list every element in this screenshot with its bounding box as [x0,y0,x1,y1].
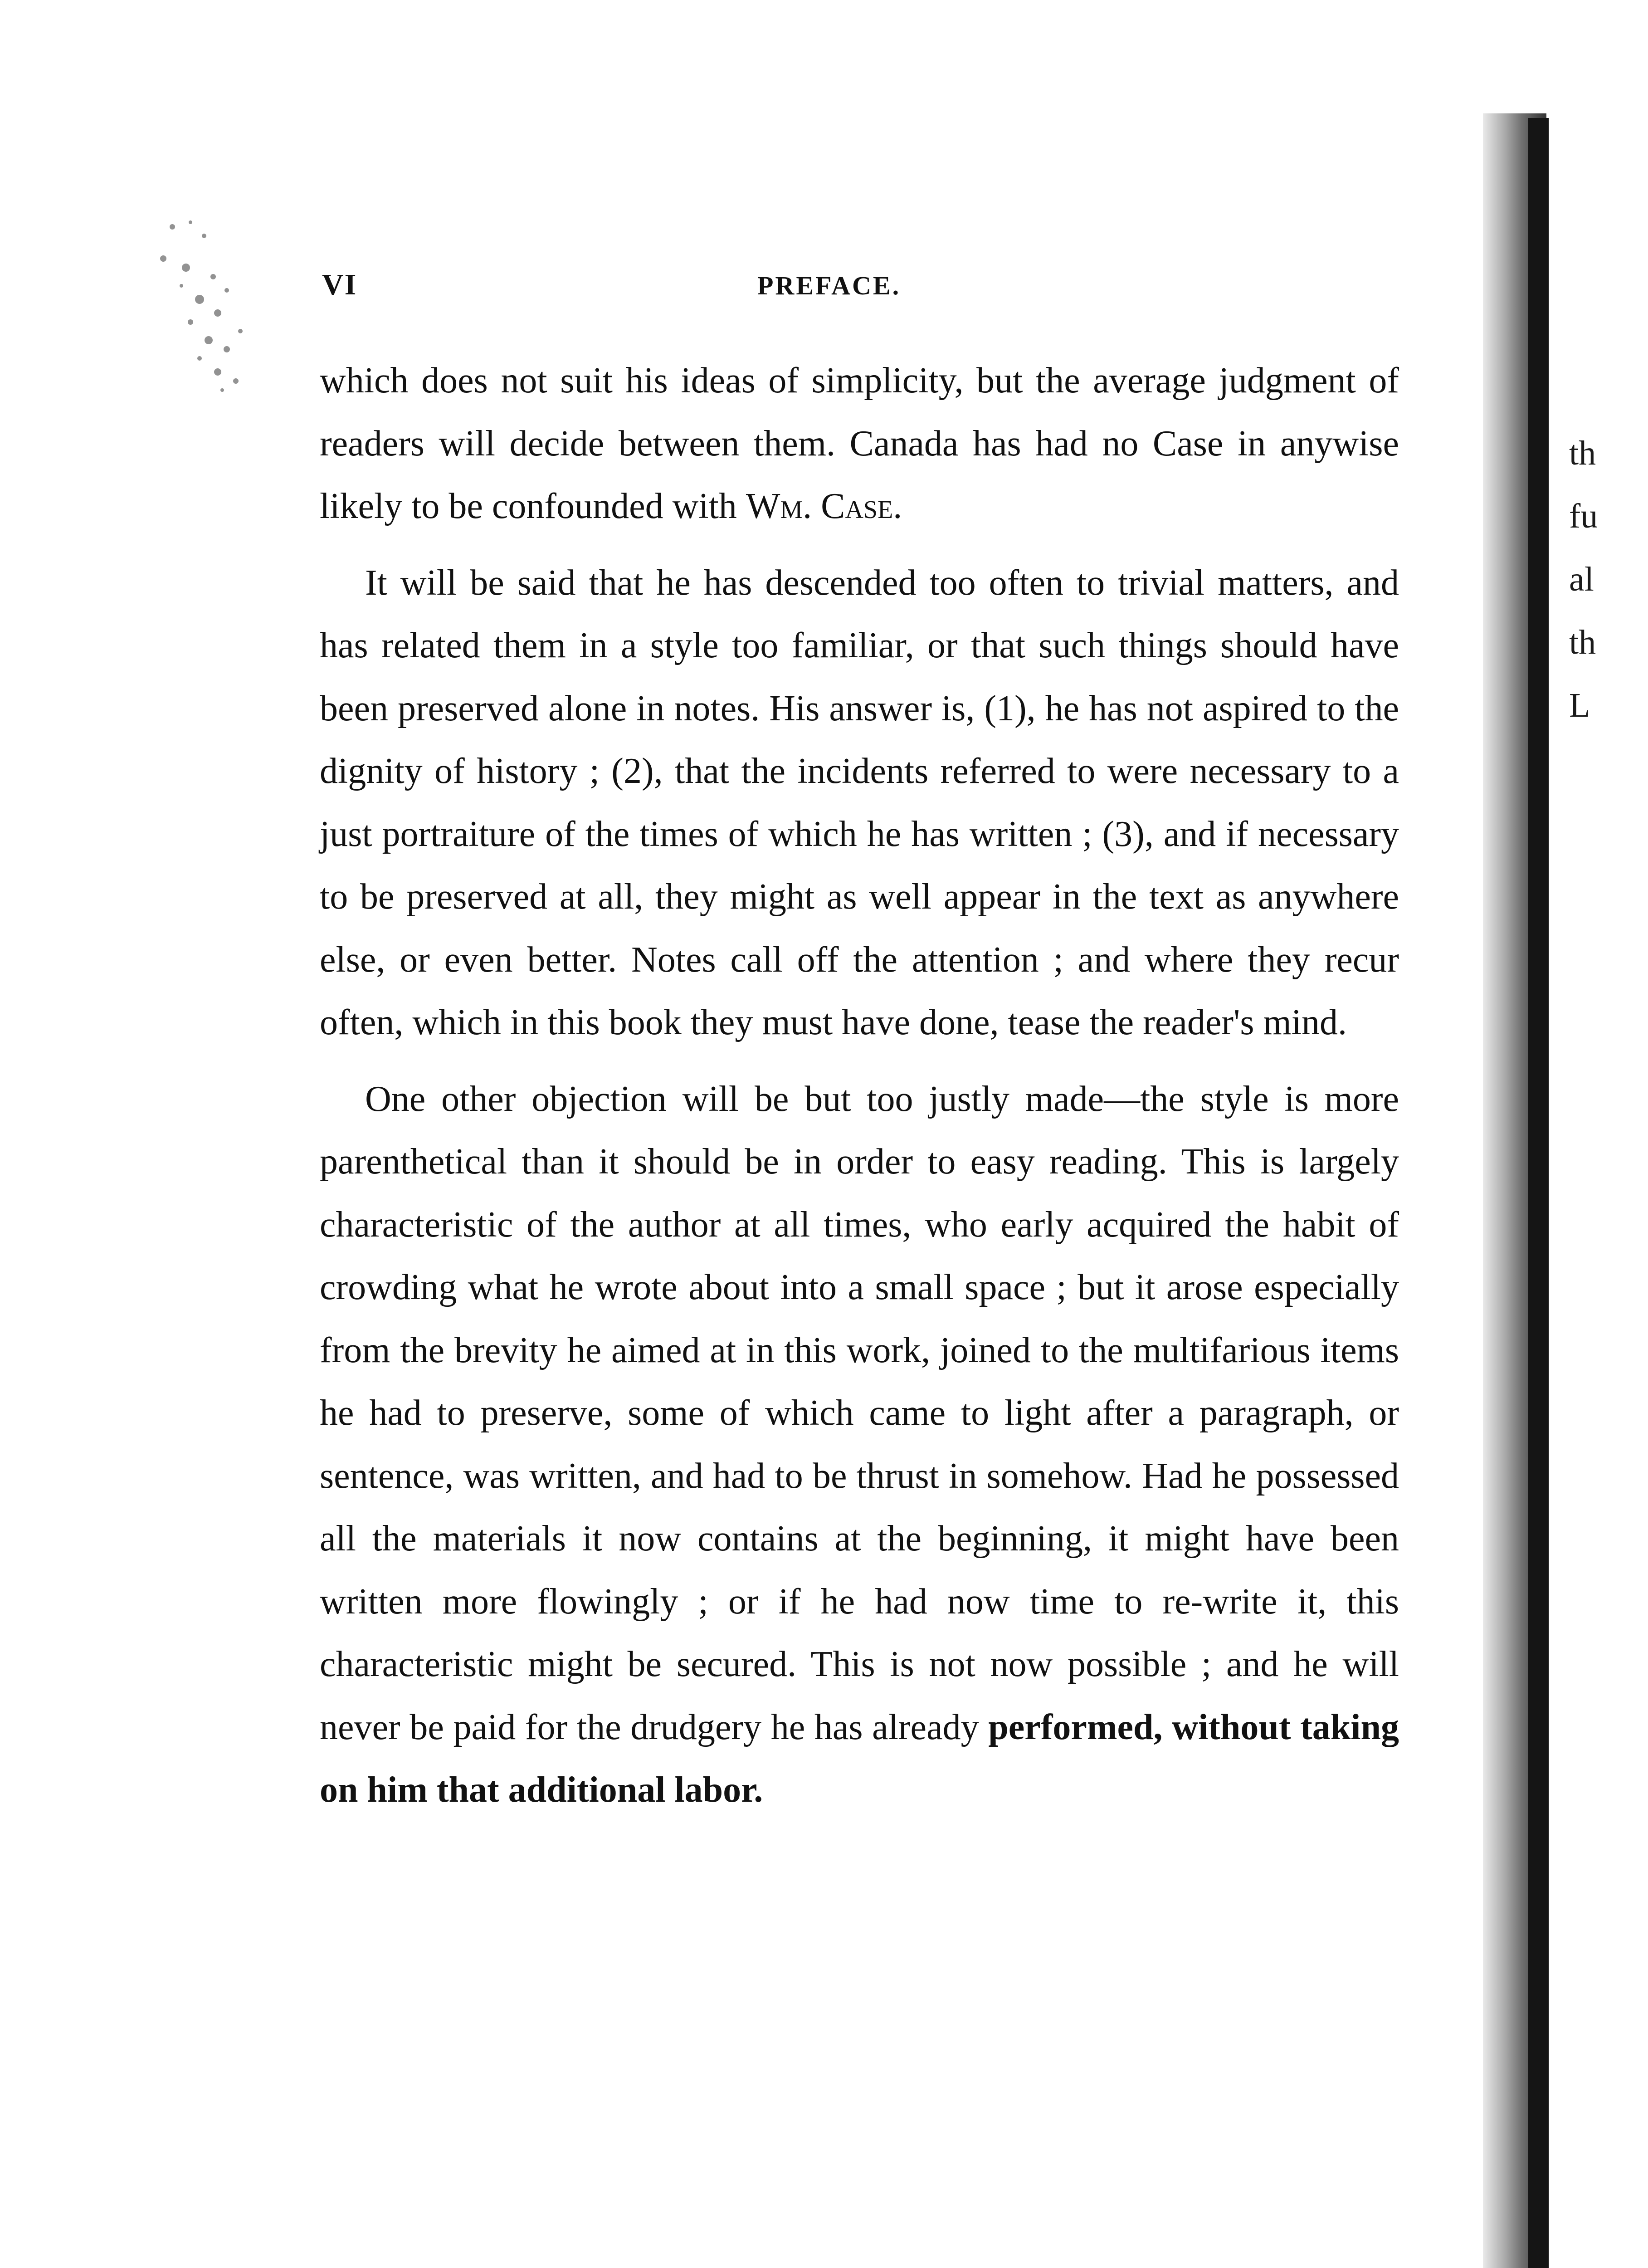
facing-fragment: L [1569,686,1590,724]
facing-fragment: th [1569,434,1596,472]
paragraph-3-bold-tail: performed, without taking on him that additional labor. [320,1707,1399,1810]
body-text [320,349,1399,1835]
facing-fragment: fu [1569,497,1598,535]
facing-fragment: al [1569,560,1594,598]
paragraph-2: It will be said that he has descended too often to trivial matters, and has related them in a style too familiar, or that such things should have been preserved alone in notes. His answer is, (1), he has not aspired to the dignity of history ; (2), that the incidents referred to were necessary to a just portraiture of the times of which he has written ; (3), and if necessary to be preserved at all, they might as well appear in the text as anywhere else, or even better. Notes call off the attention ; and where they recur often, which in this book they must have done, tease the reader's mind. [320,562,1399,1042]
author-name: Wm. Case. [746,486,902,526]
paragraph-1-text: which does not suit his ideas of simplicity, but the average judgment of readers will decide between them. Canada has had no Case in anywise likely to be confounded with [320,361,1399,526]
running-title: PREFACE. [757,271,901,300]
paragraph-3 [320,1068,1399,1822]
paragraph-continued [320,349,1399,538]
page-number: VI [322,268,357,301]
paragraph-3-text: One other objection will be but too justly made—the style is more parenthetical than it should be in order to easy reading. This is largely characteristic of the author at all times, who early acquired the habit of crowding what he wrote about into a small space ; but it arose especially from the brevity he aimed at in this work, joined to the multifarious items he had to preserve, some of which came to light after a paragraph, or sentence, was written, and had to be thrust in somehow. Had he possessed all the materials it now contains at the beginning, it might have been written more flowingly ; or if he had now time to re-write it, this characteristic might be secured. This is not now possible ; and he will never be paid for the drudgery he has already [320,1079,1399,1747]
binding-edge [1528,118,1549,2268]
running-header [322,268,1388,308]
facing-page-fragments [1569,422,1646,737]
paper-stain [136,209,254,399]
facing-fragment: th [1569,623,1596,661]
